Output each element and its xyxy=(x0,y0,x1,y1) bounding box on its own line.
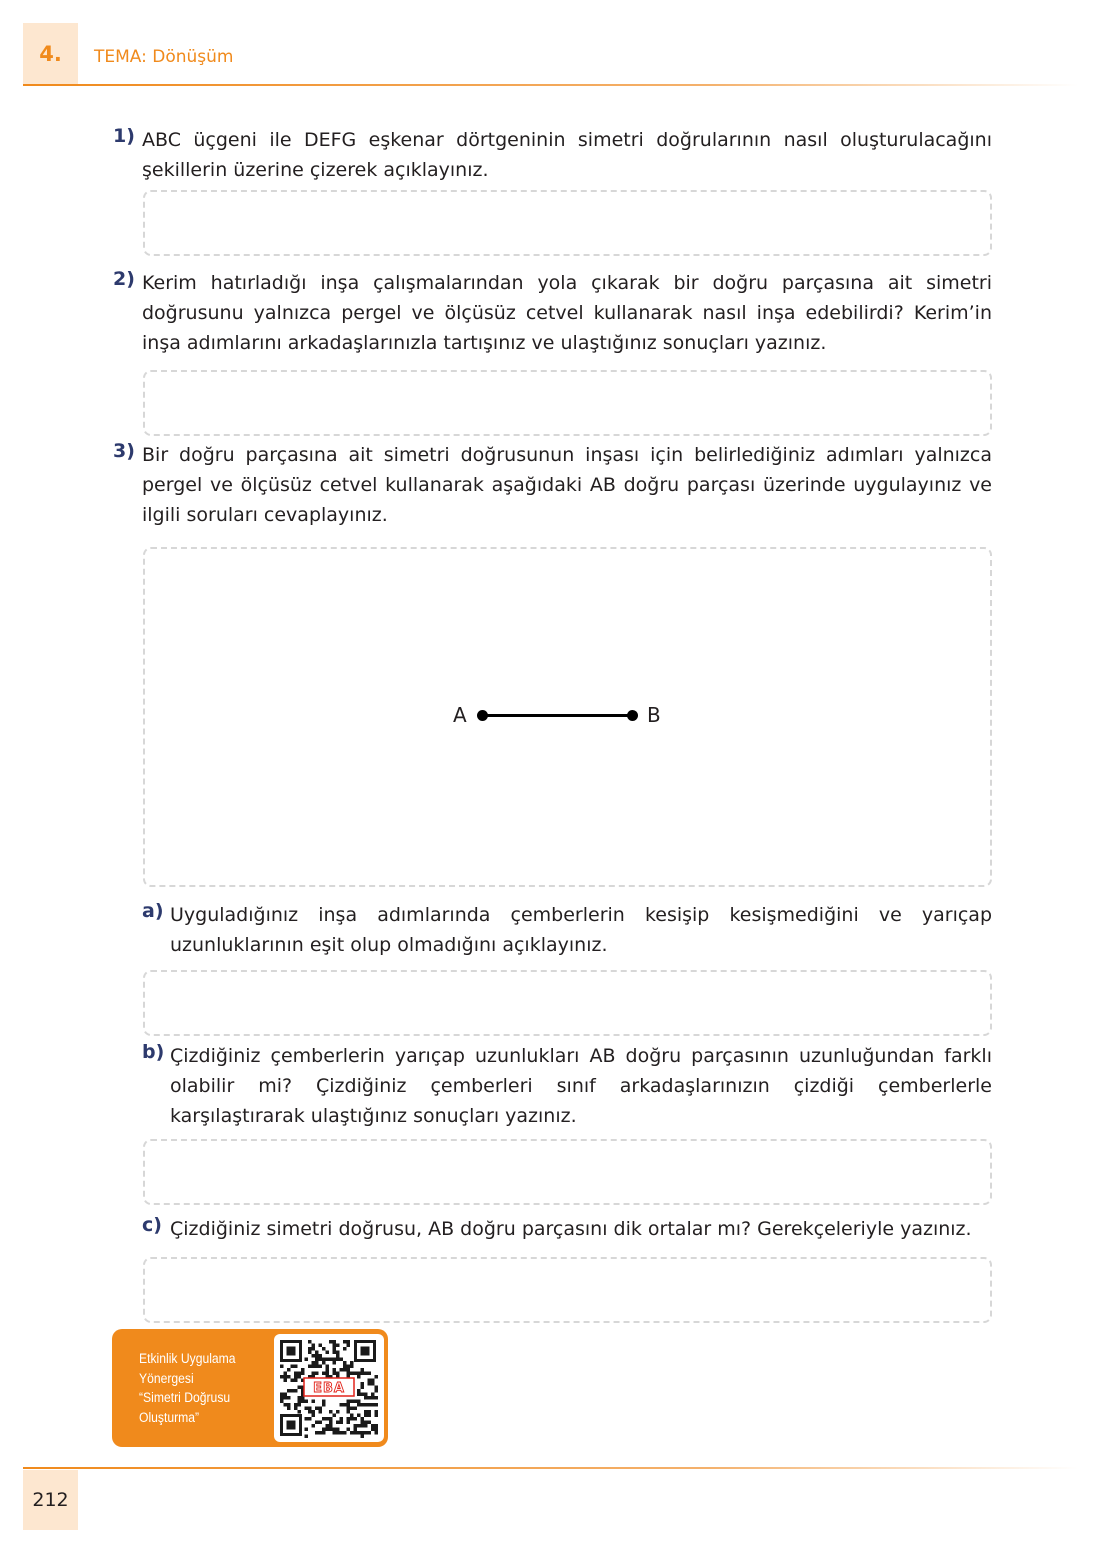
question-3-number: 3) xyxy=(113,440,135,462)
point-b-label: B xyxy=(647,703,661,727)
point-a-label: A xyxy=(453,703,467,727)
sub-question-b-answer-box[interactable] xyxy=(143,1139,992,1205)
ab-segment-figure xyxy=(440,696,680,736)
sub-question-a-letter: a) xyxy=(142,900,164,922)
page-number: 212 xyxy=(32,1489,69,1511)
sub-question-b-text: Çizdiğiniz çemberlerin yarıçap uzunlukları AB doğru parçasının uzunluğundan farklı olabilir mi? Çizdiğiniz çemberleri sınıf arkadaşlarınızın çizdiği çemberlerle karşılaştırarak ulaştığınız sonuçları yazınız. xyxy=(170,1045,992,1127)
qr-code-icon xyxy=(278,1338,378,1438)
activity-card-line: Yönergesi xyxy=(139,1370,194,1386)
activity-card-line: Etkinlik Uygulama xyxy=(139,1351,236,1366)
ab-line-segment xyxy=(482,714,632,717)
sub-question-c-letter: c) xyxy=(142,1214,162,1236)
question-3-text: Bir doğru parçasına ait simetri doğrusunun inşası için belirlediğiniz adımları yalnızca pergel ve ölçüsüz cetvel kullanarak aşağıdaki AB doğru parçası üzerinde uygulayınız ve ilgili soruları cevaplayınız. xyxy=(142,444,992,526)
header-divider xyxy=(23,84,1078,86)
question-1-answer-box[interactable] xyxy=(143,190,992,256)
sub-question-c-answer-box[interactable] xyxy=(143,1257,992,1323)
question-1-number: 1) xyxy=(113,125,135,147)
sub-question-b-letter: b) xyxy=(142,1041,165,1063)
question-2-number: 2) xyxy=(113,268,135,290)
activity-card-line: Oluşturma” xyxy=(139,1409,200,1425)
question-2-text: Kerim hatırladığı inşa çalışmalarından yola çıkarak bir doğru parçasına ait simetri doğrusunu yalnızca pergel ve ölçüsüz cetvel kullanarak nasıl inşa edebilirdi? Kerim’in inşa adımlarını arkadaşlarınızla tartışınız ve ulaştığınız sonuçları yazınız. xyxy=(142,272,992,354)
activity-instruction-card[interactable] xyxy=(112,1329,388,1447)
sub-question-c-text: Çizdiğiniz simetri doğrusu, AB doğru parçasını dik ortalar mı? Gerekçeleriyle yazınız. xyxy=(170,1218,972,1240)
footer-divider xyxy=(23,1467,1078,1469)
question-2-answer-box[interactable] xyxy=(143,370,992,436)
chapter-number-box xyxy=(23,23,78,85)
question-1-text: ABC üçgeni ile DEFG eşkenar dörtgeninin simetri doğrularının nasıl oluşturulacağını şekillerin üzerine çizerek açıklayınız. xyxy=(142,129,992,181)
sub-question-a-text: Uyguladığınız inşa adımlarında çemberlerin kesişip kesişmediğini ve yarıçap uzunluklarının eşit olup olmadığını açıklayınız. xyxy=(170,904,992,956)
sub-question-a-answer-box[interactable] xyxy=(143,970,992,1036)
eba-logo-text: EBA xyxy=(313,1381,345,1396)
point-a-dot xyxy=(477,710,488,721)
chapter-number: 4. xyxy=(39,42,62,66)
page-number-box xyxy=(23,1470,78,1530)
point-b-dot xyxy=(627,710,638,721)
activity-card-text xyxy=(139,1349,247,1427)
qr-code-panel[interactable] xyxy=(274,1334,384,1442)
activity-card-line: “Simetri Doğrusu xyxy=(139,1390,231,1405)
theme-title: TEMA: Dönüşüm xyxy=(94,47,234,67)
